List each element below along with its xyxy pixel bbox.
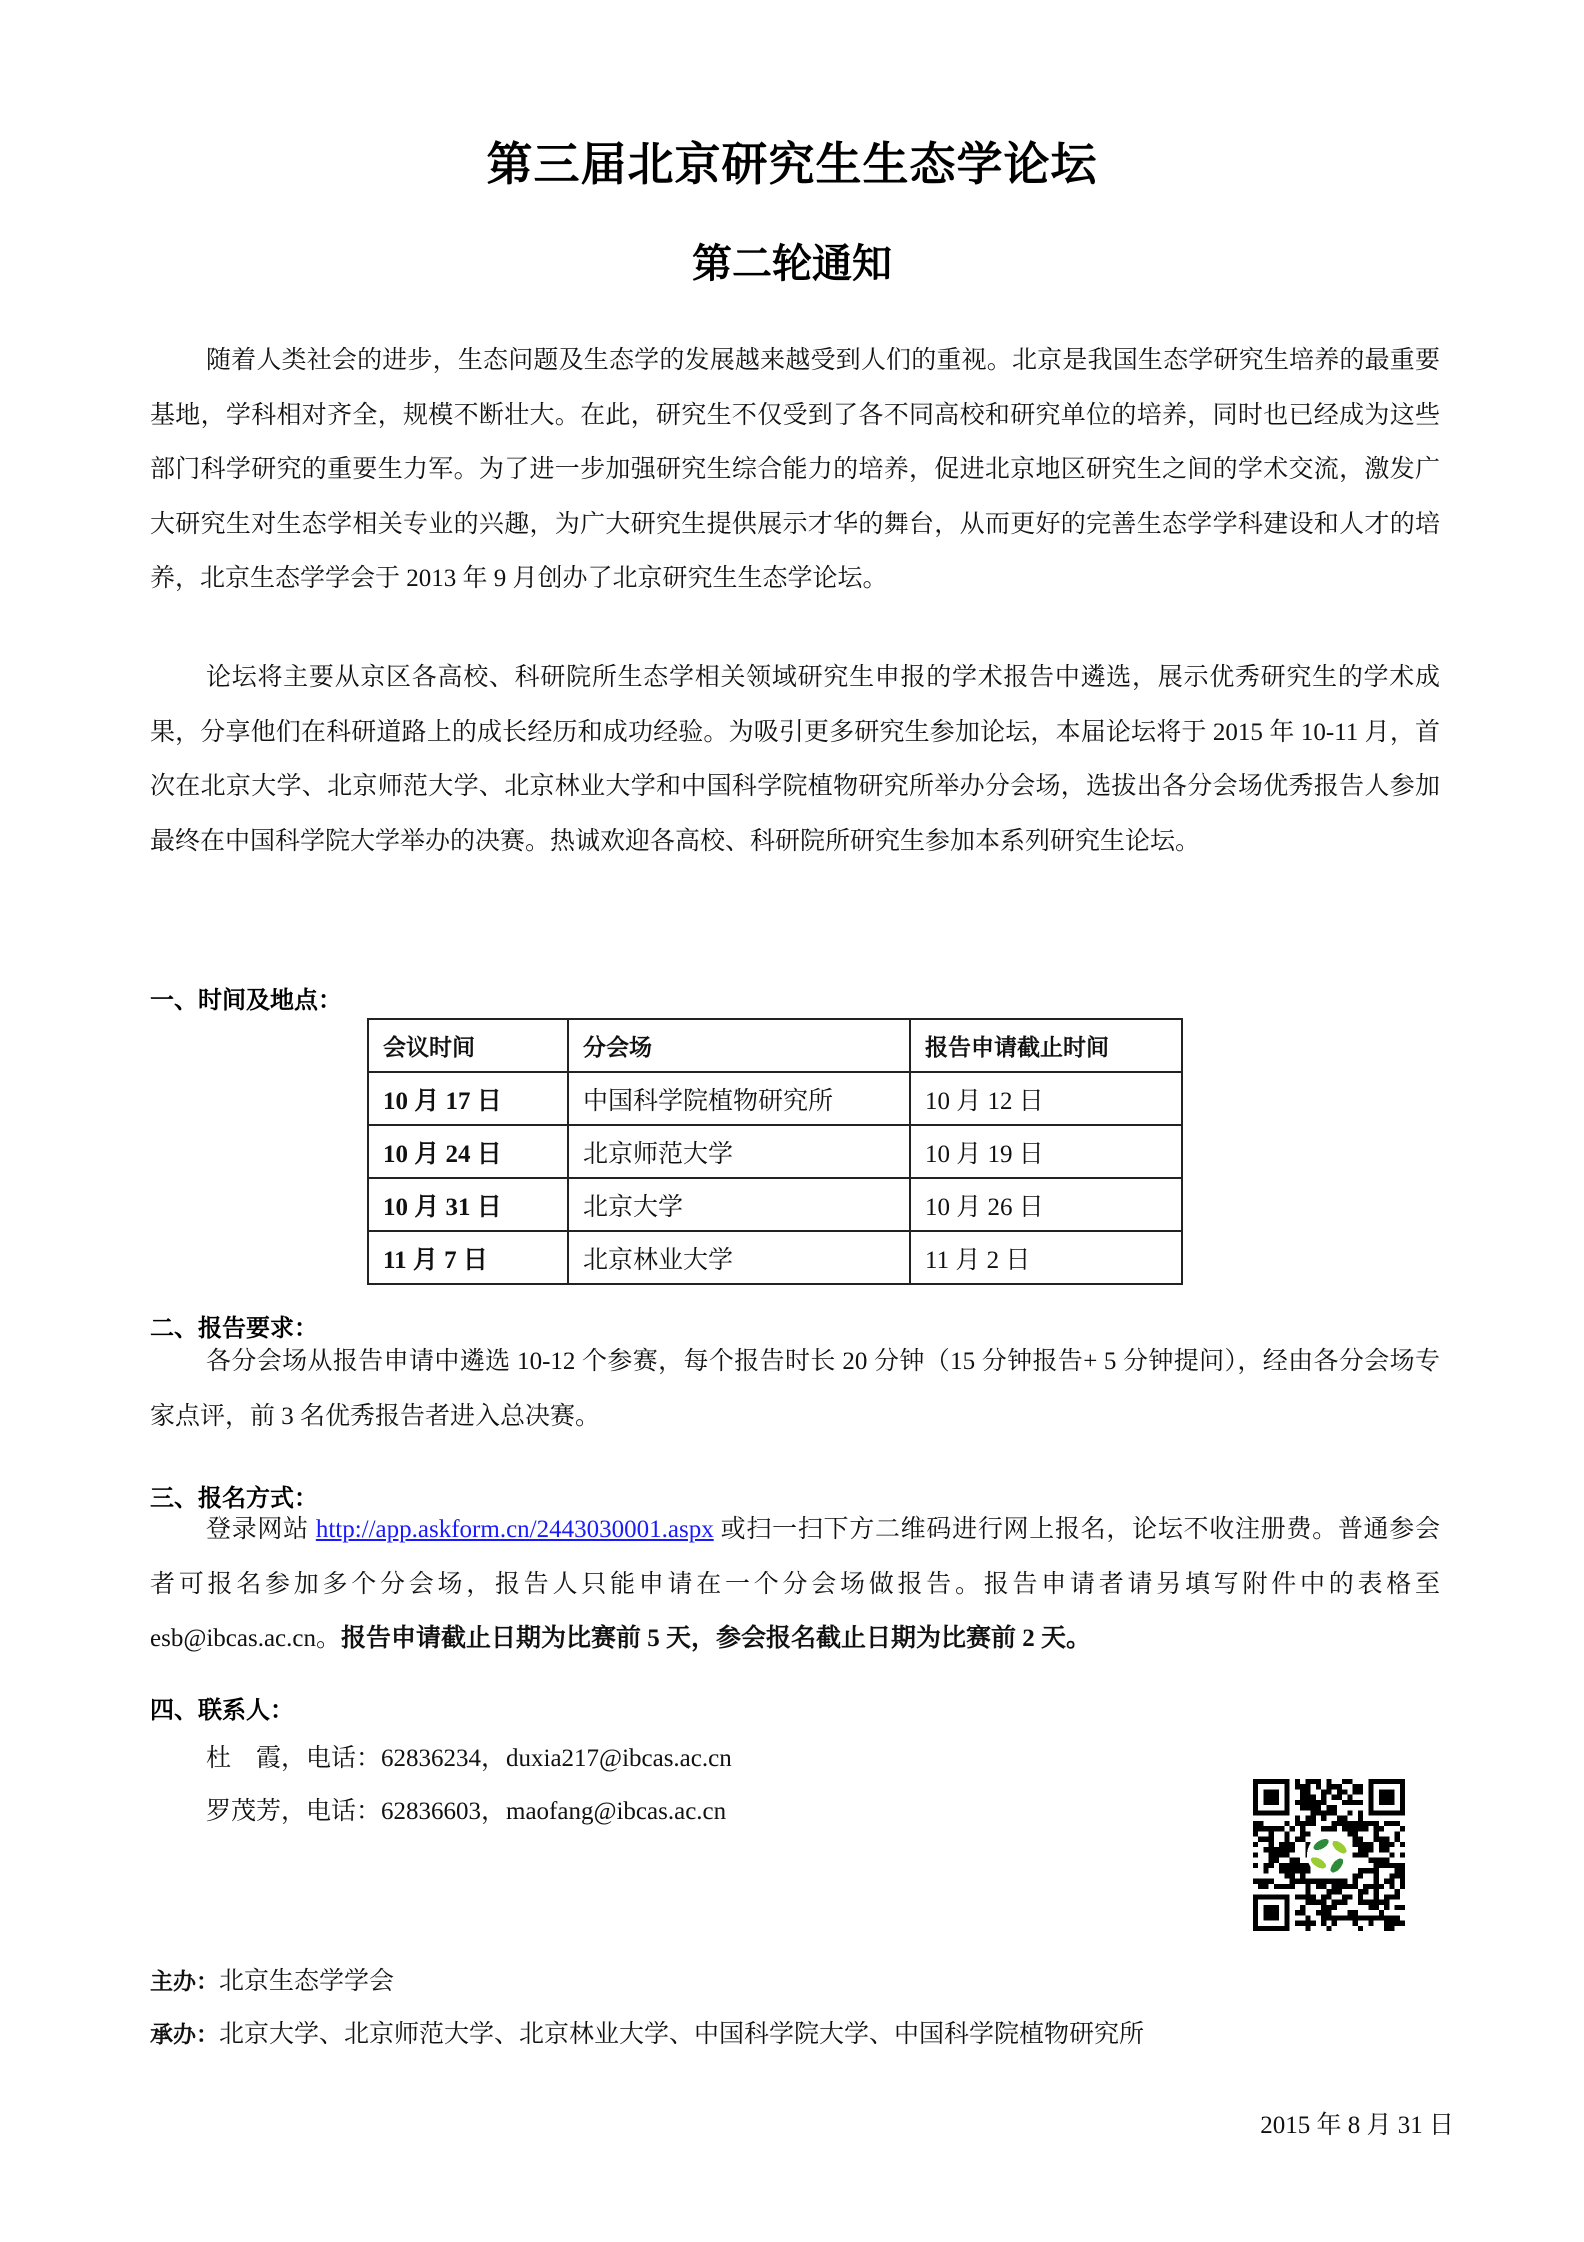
registration-text-body: 或扫一扫下方二维码进行网上报名，论坛不收注册费。普通参会者可报名参加多个分会场，报告人只能申请在一个分会场做报告。报告申请者请另填写附件中的表格至 esb@ibcas.ac.cn。 (150, 1516, 1440, 1652)
section-heading-report-requirements: 二、报告要求： (150, 1314, 318, 1342)
section-heading-registration: 三、报名方式： (150, 1484, 318, 1512)
intro-paragraph-1: 随着人类社会的进步，生态问题及生态学的发展越来越受到人们的重视。北京是我国生态学研究生培养的最重要基地，学科相对齐全，规模不断壮大。在此，研究生不仅受到了各不同高校和研究单位的培养，同时也已经成为这些部门科学研究的重要生力军。为了进一步加强研究生综合能力的培养，促进北京地区研究生之间的学术交流，激发广大研究生对生态学相关专业的兴趣，为广大研究生提供展示才华的舞台，从而更好的完善生态学学科建设和人才的培养，北京生态学学会于 2013 年 9 月创办了北京研究生生态学论坛。 (150, 347, 1440, 592)
schedule-table (367, 1018, 1183, 1285)
qr-code-icon[interactable] (1253, 1779, 1405, 1931)
document-date: 2015 年 8 月 31 日 (1260, 2112, 1454, 2139)
header-deadline: 报告申请截止时间 (910, 1019, 1182, 1072)
section-heading-contacts: 四、联系人： (150, 1696, 294, 1724)
registration-text-lead: 登录网站 (206, 1516, 316, 1543)
section-heading-time-place: 一、时间及地点： (150, 986, 342, 1014)
cell-deadline: 11 月 2 日 (910, 1231, 1182, 1284)
cell-venue: 北京大学 (568, 1178, 910, 1231)
cell-venue: 中国科学院植物研究所 (568, 1072, 910, 1125)
cell-deadline: 10 月 26 日 (910, 1178, 1182, 1231)
cell-deadline: 10 月 19 日 (910, 1125, 1182, 1178)
qr-logo-icon (1307, 1833, 1351, 1877)
report-requirements-text: 各分会场从报告申请中遴选 10-12 个参赛，每个报告时长 20 分钟（15 分钟报告+ 5 分钟提问），经由各分会场专家点评，前 3 名优秀报告者进入总决赛。 (150, 1348, 1440, 1430)
intro-paragraph-2: 论坛将主要从京区各高校、科研院所生态学相关领域研究生申报的学术报告中遴选，展示优秀研究生的学术成果，分享他们在科研道路上的成长经历和成功经验。为吸引更多研究生参加论坛，本届论坛将于 2015 年 10-11 月，首次在北京大学、北京师范大学、北京林业大学和中国科学院植物研究所举办分会场，选拔出各分会场优秀报告人参加最终在中国科学院大学举办的决赛。热诚欢迎各高校、科研院所研究生参加本系列研究生论坛。 (150, 664, 1440, 855)
co-organizers (150, 2014, 1144, 2050)
registration-text (150, 1503, 1440, 1667)
document-subtitle: 第二轮通知 (692, 241, 892, 287)
contact-person-2: 罗茂芳，电话：62836603，maofang@ibcas.ac.cn (206, 1798, 727, 1825)
header-meeting-time: 会议时间 (368, 1019, 568, 1072)
registration-link[interactable]: http://app.askform.cn/2443030001.aspx (315, 1516, 714, 1543)
contact-person-1: 杜 霞，电话：62836234，duxia217@ibcas.ac.cn (206, 1745, 732, 1772)
cell-deadline: 10 月 12 日 (910, 1072, 1182, 1125)
cell-venue: 北京师范大学 (568, 1125, 910, 1178)
table-row (368, 1231, 1182, 1284)
host-label: 主办： (150, 1969, 219, 1995)
table-header-row (368, 1019, 1182, 1072)
cell-meeting-date: 11 月 7 日 (368, 1231, 568, 1284)
co-value: 北京大学、北京师范大学、北京林业大学、中国科学院大学、中国科学院植物研究所 (219, 2021, 1145, 2048)
document-title: 第三届北京研究生生态学论坛 (486, 137, 1098, 191)
cell-meeting-date: 10 月 31 日 (368, 1178, 568, 1231)
co-label: 承办： (150, 2022, 219, 2048)
header-venue: 分会场 (568, 1019, 910, 1072)
table-row (368, 1178, 1182, 1231)
registration-deadline-note: 报告申请截止日期为比赛前 5 天，参会报名截止日期为比赛前 2 天。 (341, 1625, 1092, 1652)
cell-meeting-date: 10 月 17 日 (368, 1072, 568, 1125)
cell-venue: 北京林业大学 (568, 1231, 910, 1284)
host-organizer (150, 1961, 394, 1997)
table-row (368, 1072, 1182, 1125)
table-row (368, 1125, 1182, 1178)
host-value: 北京生态学学会 (219, 1968, 395, 1995)
cell-meeting-date: 10 月 24 日 (368, 1125, 568, 1178)
